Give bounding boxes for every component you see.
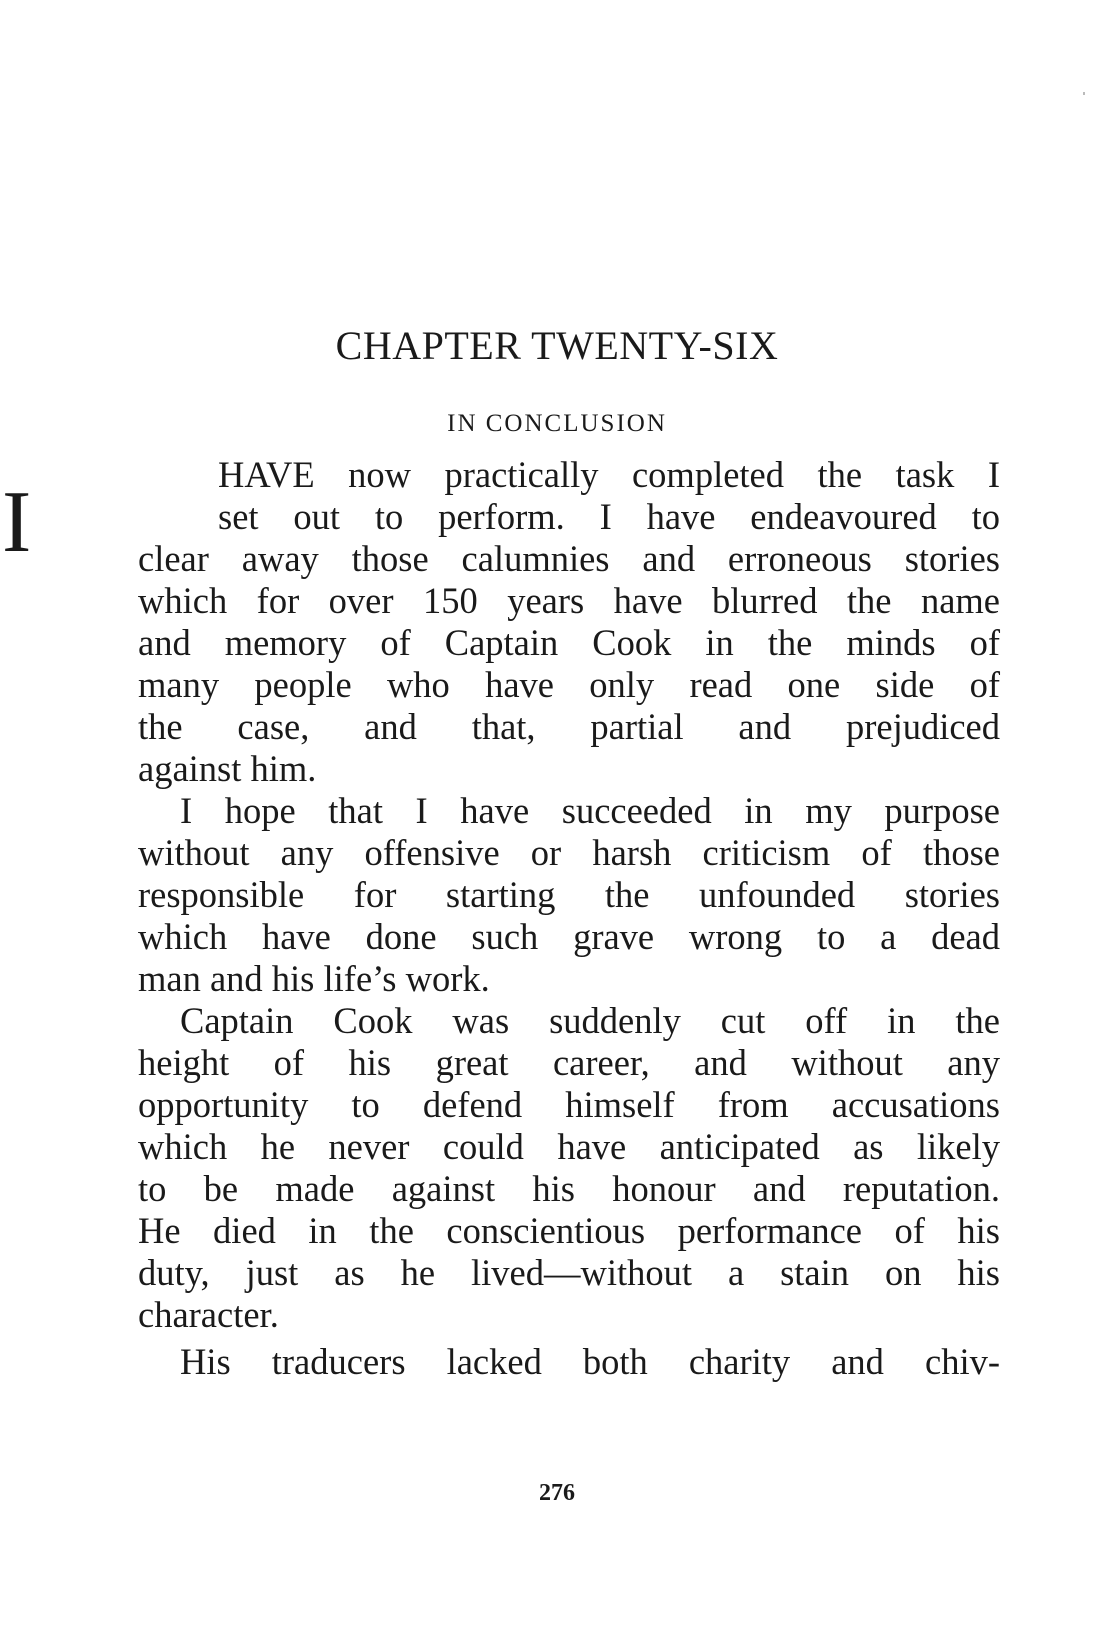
text-line: character. (138, 1294, 279, 1335)
chapter-subtitle: IN CONCLUSION (447, 410, 667, 437)
chapter-title: CHAPTER TWENTY-SIX (335, 323, 779, 368)
text-line: man and his life’s work. (138, 958, 490, 999)
text-line: responsible for starting the unfounded stories (138, 874, 1000, 915)
drop-cap: I (2, 474, 32, 571)
text-line: duty, just as he lived—without a stain on his (138, 1252, 1000, 1293)
text-line: many people who have only read one side of (138, 664, 1000, 705)
text-line: which he never could have anticipated as likely (138, 1126, 1000, 1167)
text-line: without any offensive or harsh criticism of those (138, 832, 1000, 873)
text-line: to be made against his honour and reputation. (138, 1168, 1000, 1209)
text-line: set out to perform. I have endeavoured to (218, 496, 1000, 537)
text-line: clear away those calumnies and erroneous stories (138, 538, 1000, 579)
text-line: He died in the conscientious performance of his (138, 1210, 1000, 1251)
text-line: height of his great career, and without any (138, 1042, 1000, 1083)
page-number: 276 (539, 1480, 575, 1506)
text-line: I hope that I have succeeded in my purpose (180, 790, 1000, 831)
scan-speck (1083, 92, 1085, 95)
text-line: His traducers lacked both charity and chiv- (180, 1341, 1000, 1382)
text-line: and memory of Captain Cook in the minds of (138, 622, 1000, 663)
text-line: Captain Cook was suddenly cut off in the (180, 1000, 1000, 1041)
text-line: which for over 150 years have blurred the name (138, 580, 1000, 621)
text-line: the case, and that, partial and prejudiced (138, 706, 1000, 747)
text-line: which have done such grave wrong to a dead (138, 916, 1000, 957)
text-line: opportunity to defend himself from accusations (138, 1084, 1000, 1125)
text-line: against him. (138, 748, 317, 789)
text-line: HAVE now practically completed the task I (218, 454, 1000, 495)
